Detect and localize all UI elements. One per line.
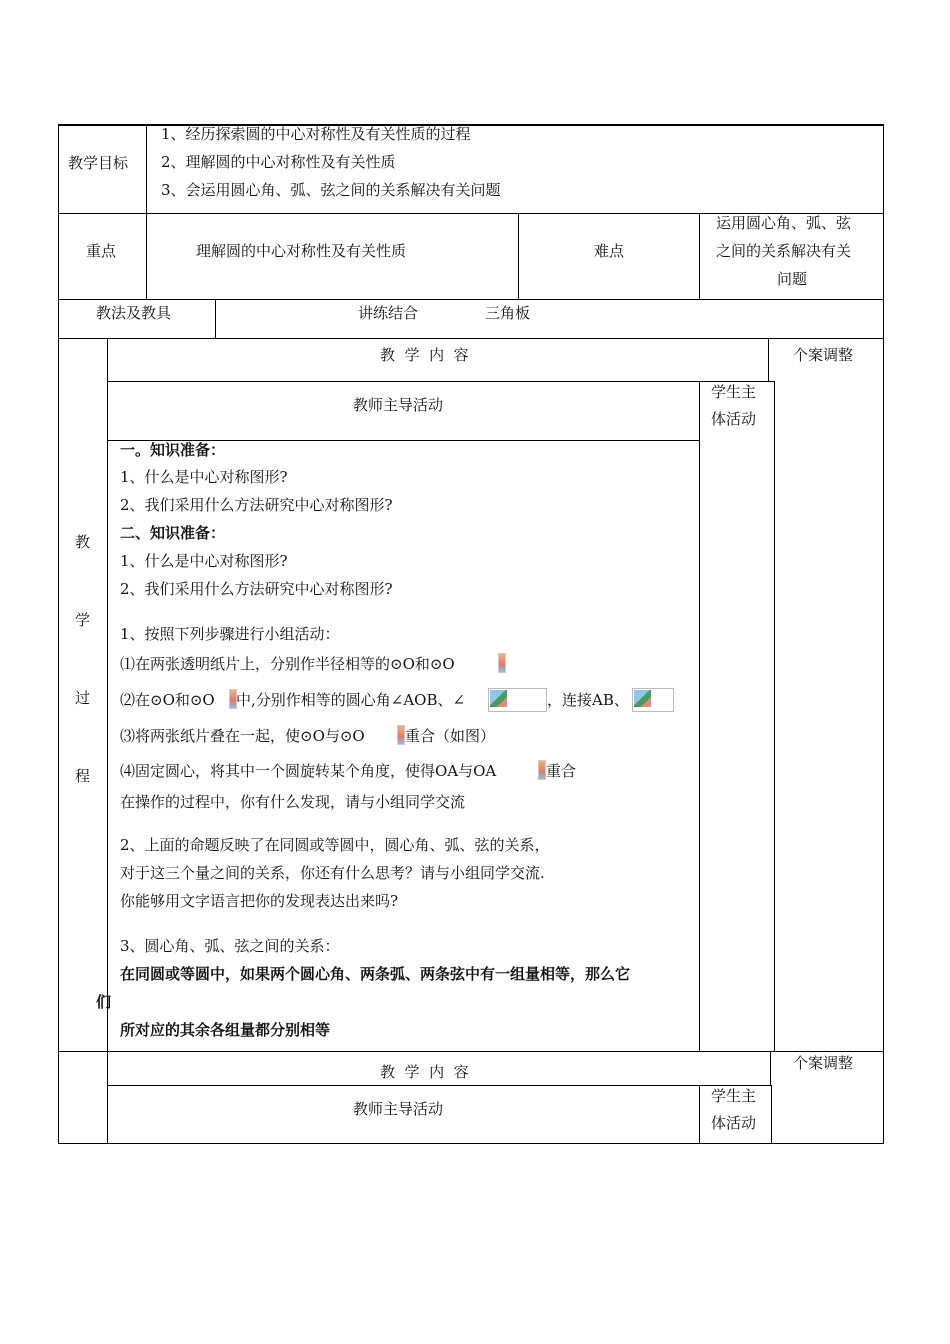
- observe-prompt: 在操作的过程中，你有什么发现，请与小组同学交流: [120, 793, 466, 811]
- goal-item-3: 3、会运用圆心角、弧、弦之间的关系解决有关问题: [161, 181, 501, 199]
- paragraph-2-line-3: 你能够用文字语言把你的发现表达出来吗?: [120, 892, 399, 910]
- process-side-char-4: 程: [75, 767, 91, 785]
- adjust-header: 个案调整: [793, 1054, 854, 1072]
- teacher-header: 教师主导活动: [353, 1100, 444, 1118]
- paragraph-2-line-1: 2、上面的命题反映了在同圆或等圆中，圆心角、弧、弦的关系，: [120, 836, 550, 854]
- paragraph-3-bold-wrap: 们: [96, 993, 112, 1011]
- section-1-title: 一。知识准备：: [120, 441, 226, 459]
- activity-intro: 1、按照下列步骤进行小组活动：: [120, 625, 340, 643]
- step-4-part-b: 重合: [546, 762, 577, 780]
- paragraph-3-bold-line-2: 所对应的其余各组量都分别相等: [120, 1021, 331, 1039]
- goal-item-2: 2、理解圆的中心对称性及有关性质: [161, 153, 396, 171]
- section-2-question-2: 2、我们采用什么方法研究中心对称图形?: [120, 580, 393, 598]
- difficulty-label: 难点: [594, 242, 625, 260]
- section-2-title: 二、知识准备：: [120, 524, 226, 542]
- process-side-char-1: 教: [75, 533, 91, 551]
- section-1-question-1: 1、什么是中心对称图形?: [120, 468, 288, 486]
- prime-mark-image: [397, 725, 405, 745]
- section-1-question-2: 2、我们采用什么方法研究中心对称图形?: [120, 496, 393, 514]
- formula-image-placeholder: [488, 688, 547, 712]
- content-header: 教 学 内 容: [380, 1063, 469, 1081]
- step-2-part-a: ⑵在⊙O和⊙O: [120, 691, 215, 709]
- paragraph-3-title: 3、圆心角、弧、弦之间的关系：: [120, 937, 340, 955]
- step-1: ⑴在两张透明纸片上，分别作半径相等的⊙O和⊙O: [120, 655, 455, 673]
- paragraph-2-line-2: 对于这三个量之间的关系，你还有什么思考？请与小组同学交流.: [120, 864, 545, 882]
- step-3-part-a: ⑶将两张纸片叠在一起，使⊙O与⊙O: [120, 727, 365, 745]
- section-2-question-1: 1、什么是中心对称图形?: [120, 552, 288, 570]
- step-2-part-c: ，连接AB、: [547, 691, 629, 709]
- methods-tool: 三角板: [485, 304, 531, 322]
- formula-image-placeholder: [632, 688, 674, 712]
- difficulty-line-3: 问题: [777, 270, 808, 288]
- student-header-line-1: 学生主: [711, 1087, 757, 1105]
- step-3-part-b: 重合（如图）: [405, 727, 496, 745]
- process-side-char-3: 过: [75, 689, 91, 707]
- content-header: 教 学 内 容: [380, 346, 469, 364]
- step-2-part-b: 中,分别作相等的圆心角∠AOB、∠: [236, 691, 466, 709]
- goals-label: 教学目标: [68, 154, 129, 172]
- student-header-line-1: 学生主: [711, 383, 757, 401]
- process-side-char-2: 学: [75, 611, 91, 629]
- paragraph-3-bold-line-1: 在同圆或等圆中，如果两个圆心角、两条弧、两条弦中有一组量相等，那么它: [120, 965, 631, 983]
- key-points-label: 重点: [86, 242, 117, 260]
- teacher-header: 教师主导活动: [353, 396, 444, 414]
- student-header-line-2: 体活动: [711, 410, 757, 428]
- methods-label: 教法及教具: [96, 304, 172, 322]
- step-4-part-a: ⑷固定圆心，将其中一个圆旋转某个角度，使得OA与OA: [120, 762, 497, 780]
- difficulty-line-2: 之间的关系解决有关: [716, 242, 852, 260]
- key-points-text: 理解圆的中心对称性及有关性质: [196, 242, 407, 260]
- prime-mark-image: [498, 653, 506, 673]
- adjust-header: 个案调整: [793, 346, 854, 364]
- methods-method: 讲练结合: [358, 304, 419, 322]
- goal-item-1: 1、经历探索圆的中心对称性及有关性质的过程: [161, 125, 471, 143]
- difficulty-line-1: 运用圆心角、弧、弦: [716, 214, 852, 232]
- student-header-line-2: 体活动: [711, 1114, 757, 1132]
- prime-mark-image: [538, 760, 546, 780]
